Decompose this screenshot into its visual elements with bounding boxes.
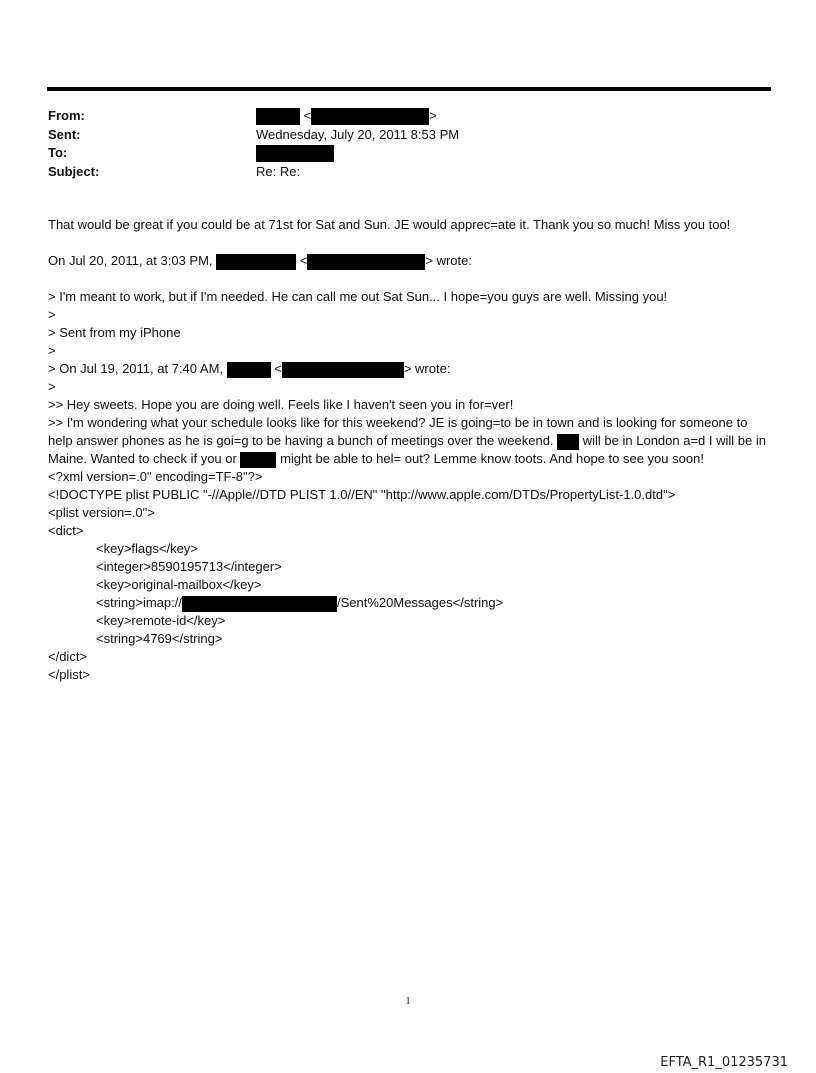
xml-line: <key>flags</key> [96,541,198,556]
redacted-name [216,254,296,270]
subject-value: Re: Re: [256,163,301,179]
redacted-email [307,254,425,270]
body-line: That would be great if you could be at 71st for Sat and Sun. JE would apprec=ate it. Thank you so much! Miss you too! [48,217,731,232]
redacted-sender-email [311,108,429,125]
quoted-line: > [48,343,56,358]
from-lt: < [303,108,312,123]
redacted-name [557,434,579,450]
redacted-mailbox-path [182,596,337,612]
quoted-line: >> Hey sweets. Hope you are doing well. Feels like I haven't seen you in for=ver! [48,397,514,412]
document-id: EFTA_R1_01235731 [660,1055,788,1070]
xml-line: <plist version=.0"> [48,505,155,520]
sent-label: Sent: [48,126,81,142]
email-body [48,216,773,684]
xml-line: <?xml version=.0" encoding=TF-8"?> [48,469,263,484]
xml-line: <string>imap:// /Sent%20Messages</string> [96,595,504,610]
xml-line: <dict> [48,523,84,538]
from-label: From: [48,108,85,123]
quoted-paragraph: >> I'm wondering what your schedule looks like for this weekend? JE is going=to be in town and is looking for someone to help answer phones as he is goi=g to be having a bunch of meetings over the weekend. will be in London a=d I will be in Maine. Wanted to check if you or might be able to hel= out? Lemme know toots. And hope to see you soon! [48,415,766,466]
header-rule [47,87,771,91]
redacted-name [240,452,276,468]
xml-line: <!DOCTYPE plist PUBLIC "-//Apple//DTD PLIST 1.0//EN" "http://www.apple.com/DTDs/PropertyList-1.0.dtd"> [48,487,676,502]
redacted-recipient [256,145,334,162]
quoted-line: > I'm meant to work, but if I'm needed. He can call me out Sat Sun... I hope=you guys are well. Missing you! [48,289,668,304]
redacted-email [282,362,404,378]
xml-line: <integer>8590195713</integer> [96,559,282,574]
xml-line: <key>original-mailbox</key> [96,577,262,592]
from-gt: > [429,108,437,123]
xml-line: <key>remote-id</key> [96,613,226,628]
xml-line: </plist> [48,667,90,682]
subject-label: Subject: [48,163,100,179]
page-number: 1 [405,996,411,1007]
quoted-line: > Sent from my iPhone [48,325,181,340]
xml-line: </dict> [48,649,88,664]
sent-value: Wednesday, July 20, 2011 8:53 PM [256,126,460,142]
quoted-header-line: On Jul 20, 2011, at 3:03 PM, < > wrote: [48,253,472,268]
to-label: To: [48,145,68,160]
xml-line: <string>4769</string> [96,631,223,646]
redacted-name [227,362,271,378]
redacted-sender-name [256,108,300,125]
quoted-line: > [48,379,56,394]
quoted-line: > [48,307,56,322]
quoted-header-line: > On Jul 19, 2011, at 7:40 AM, < > wrote: [48,361,451,376]
